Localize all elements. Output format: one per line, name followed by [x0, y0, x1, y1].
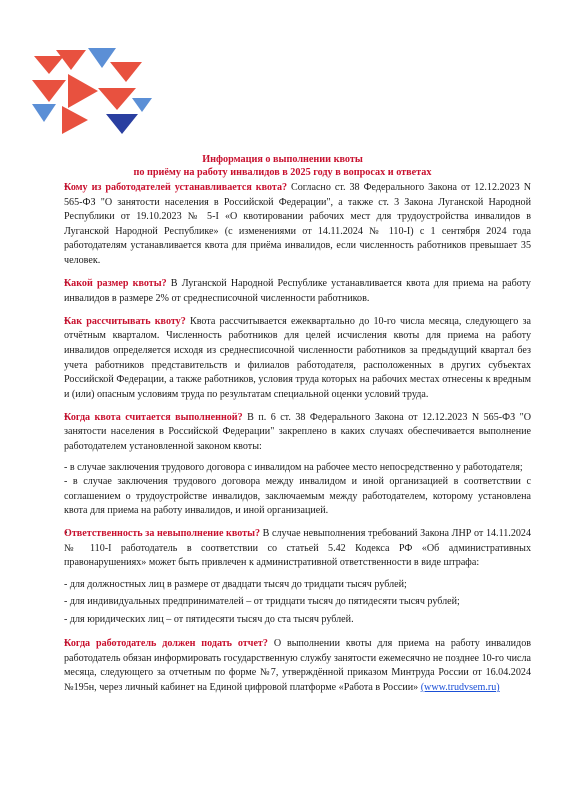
answer-text: Квота рассчитывается ежеквартально до 10-го числа месяца, следующего за отчётным кварталом. Численность работников для целей исчисления квоты для приема на работу инвалидов определяется исходя из среднесписочной численности работников за предыдущий квартал без учета работников представительств и филиалов работодателя, расположенных в других субъектах Российской Федерации, а также работников, условия труда которых на рабочих местах отнесены к вредным и (или) опасным условиям труда по результатам специальной оценки условий труда.: [64, 315, 531, 400]
document-body: [64, 181, 531, 704]
fine-item: - для юридических лиц – от пятидесяти тысяч до ста тысяч рублей.: [64, 613, 354, 625]
section-quota-liability: [64, 527, 531, 571]
section-quota-calc: [64, 315, 531, 403]
question-heading: Как рассчитывать квоту?: [64, 315, 186, 327]
question-heading: Когда квота считается выполненной?: [64, 411, 243, 423]
answer-text: В п. 6 ст. 38 Федерального Закона от 12.12.2023 N 565-ФЗ "О занятости населения в Российской Федерации" закреплено в каких случаях обеспечивается выполнение работодателем установленной законом квоты:: [64, 411, 531, 452]
question-heading: Когда работодатель должен подать отчет?: [64, 638, 268, 650]
list-item: - в случае заключения трудового договора с инвалидом на рабочее место непосредственно у работодателя;: [64, 461, 523, 473]
fine-item: - для должностных лиц в размере от двадцати тысяч до тридцати тысяч рублей;: [64, 578, 407, 590]
section-quota-size: [64, 277, 531, 306]
question-heading: Какой размер квоты?: [64, 278, 167, 290]
fine-item: - для индивидуальных предпринимателей – от тридцати тысяч до пятидесяти тысяч рублей;: [64, 596, 460, 608]
section-quota-report: [64, 637, 531, 695]
section-quota-fulfilled: [64, 411, 531, 455]
trudvsem-link[interactable]: (www.trudvsem.ru): [420, 682, 500, 694]
answer-text: Согласно ст. 38 Федерального Закона от 12.12.2023 N 565-ФЗ "О занятости населения в Российской Федерации", а также ст. 3 Закона Луганской Народной Республики от 19.10.2023 № 5-I «О квотировании рабочих мест для трудоустройства инвалидов в Луганской Народной Республике» (с изменениями от 14.11.2024 № 110-I) с 1 сентября 2024 года работодателям устанавливается квота для приёма инвалидов, если численность работников превышает 35 человек.: [64, 182, 531, 266]
list-item: - в случае заключения трудового договора между инвалидом и иной организацией в соответствии с соглашением о трудоустройстве инвалидов, заключаемым между работодателем, которому установлена квота для приема на работу инвалидов, и иной организацией.: [64, 476, 531, 517]
answer-text: О выполнении квоты для приема на работу инвалидов работодатель обязан информировать государственную службу занятости ежемесячно не позднее 10-го числа месяца, следующего за отчетным по форме №7, утверждённой приказом Минтруда России от 16.04.2024 №195н, через личный кабинет на Единой цифровой платформе «Работа в России»: [64, 638, 532, 694]
document-title: [0, 154, 565, 179]
question-heading: Ответственность за невыполнение квоты?: [64, 527, 261, 539]
title-line-1: Информация о выполнении квоты: [202, 154, 363, 165]
logo-triangles: [26, 38, 166, 138]
answer-text: В случае невыполнения требований Закона ЛНР от 14.11.2024 № 110-I работодатель в соответствии со статьей 5.42 Кодекса РФ «Об административных правонарушениях» может быть привлечен к административной ответственности в виде штрафа:: [64, 527, 532, 569]
question-heading: Кому из работодателей устанавливается квота?: [64, 182, 288, 193]
answer-text: В Луганской Народной Республике устанавливается квота для приема на работу инвалидов в размере 2% от среднесписочной численности работников.: [64, 278, 531, 304]
title-line-2: по приёму на работу инвалидов в 2025 году в вопросах и ответах: [133, 166, 432, 178]
section-quota-who: [64, 181, 531, 269]
